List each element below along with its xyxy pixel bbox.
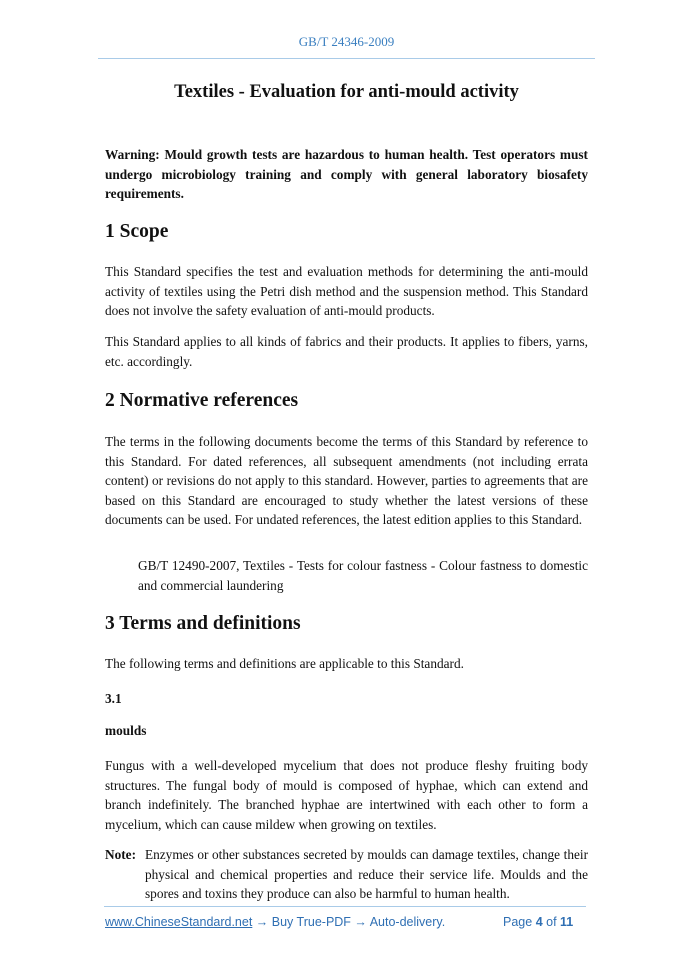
footer-page-number — [503, 915, 573, 929]
section-heading-terms: 3 Terms and definitions — [105, 613, 301, 634]
footer-site-link[interactable]: www.ChineseStandard.net — [105, 915, 253, 929]
total-pages: 11 — [560, 915, 574, 929]
section-heading-normative-references: 2 Normative references — [105, 390, 299, 411]
warning-paragraph: Warning: Mould growth tests are hazardous to human health. Test operators must undergo microbiology training and comply with general laboratory biosafety requirements. — [105, 147, 588, 202]
term-name: moulds — [105, 723, 147, 738]
footer-divider — [104, 906, 586, 907]
note-label: Note: — [105, 847, 137, 862]
normative-paragraph: The terms in the following documents become the terms of this Standard by reference to this Standard. For dated references, all subsequent amendments (not including errata content) or revisions do not apply to this standard. However, parties to agreements that are based on this Standard are encouraged to study whether the latest versions of these documents can be used. For undated references, the latest edition applies to this Standard. — [105, 434, 588, 528]
header-divider — [98, 58, 595, 59]
terms-paragraph: The following terms and definitions are applicable to this Standard. — [105, 656, 464, 671]
footer-promo-text: → Buy True-PDF → Auto-delivery. — [252, 915, 446, 929]
term-number: 3.1 — [105, 691, 122, 706]
document-title: Textiles - Evaluation for anti-mould activity — [174, 82, 519, 102]
footer-promo — [105, 915, 445, 929]
header-doc-id: GB/T 24346-2009 — [298, 34, 395, 49]
of-label: of — [546, 915, 557, 929]
term-definition: Fungus with a well-developed mycelium that does not produce fleshy fruiting body structures. The fungal body of mould is composed of hyphae, which can extend and branch indefinitely. The branched hyphae are intertwined with each other to form a mycelium, which can cause mildew when growing on textiles. — [105, 758, 588, 832]
page-label: Page — [503, 915, 533, 929]
section-heading-scope: 1 Scope — [105, 221, 169, 242]
normative-reference-item: GB/T 12490-2007, Textiles - Tests for colour fastness - Colour fastness to domestic and commercial laundering — [138, 558, 588, 593]
note-text: Enzymes or other substances secreted by moulds can damage textiles, change their physical and chemical properties and reduce their service life. Moulds and the spores and toxins they produce can also be harmful to human health. — [145, 847, 588, 902]
current-page: 4 — [535, 915, 543, 929]
scope-paragraph-2: This Standard applies to all kinds of fabrics and their products. It applies to fibers, yarns, etc. accordingly. — [105, 334, 588, 369]
scope-paragraph-1: This Standard specifies the test and evaluation methods for determining the anti-mould activity of textiles using the Petri dish method and the suspension method. This Standard does not involve the safety evaluation of anti-mould products. — [105, 264, 588, 319]
